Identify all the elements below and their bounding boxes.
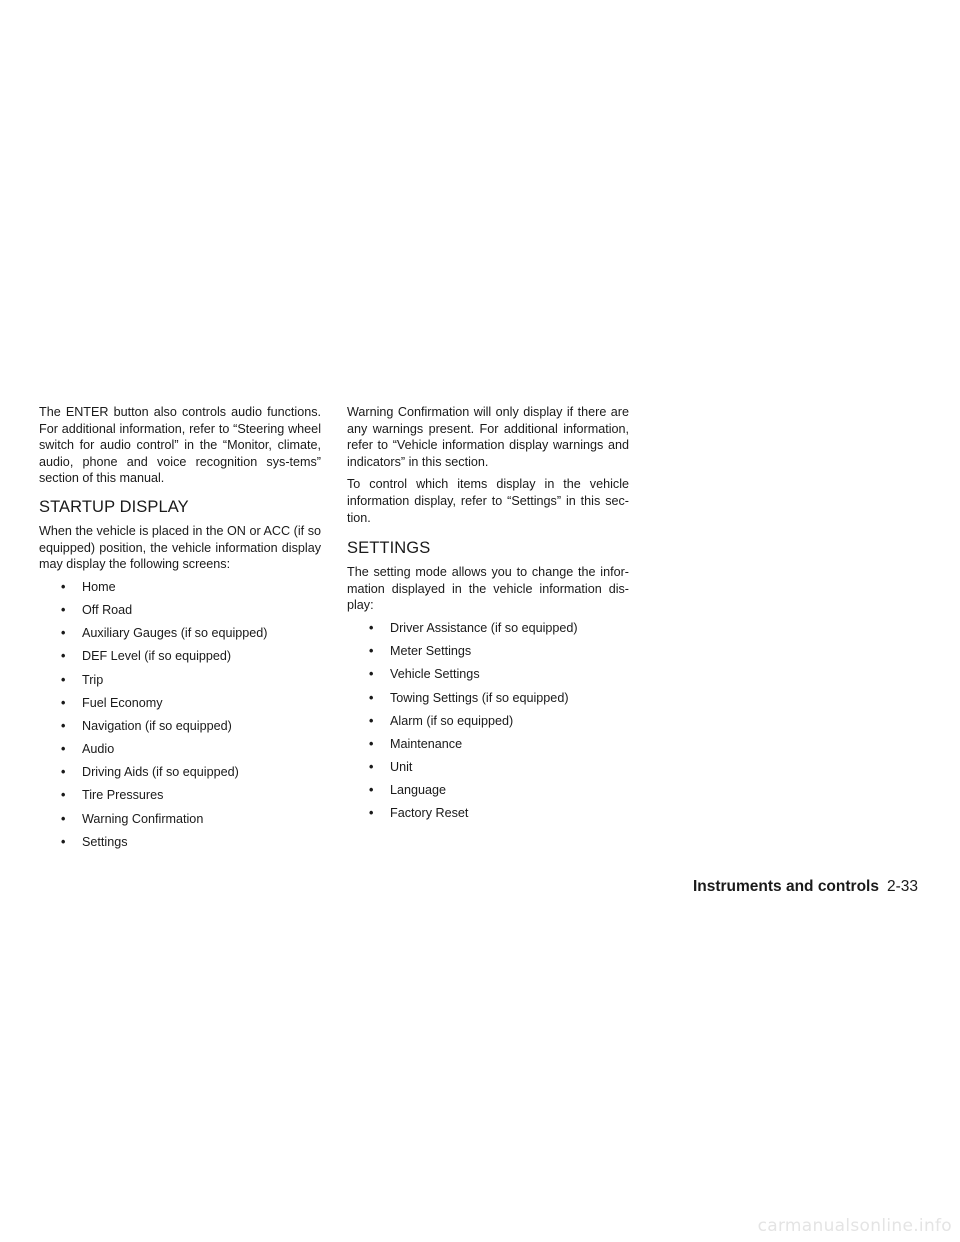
page-footer <box>0 877 918 897</box>
list-item: • Unit <box>369 760 413 775</box>
list-item: • Alarm (if so equipped) <box>369 713 514 728</box>
list-item: • Trip <box>61 672 104 687</box>
intro-paragraph: The ENTER button also controls audio functions. For additional information, refer to “Steering wheel switch for audio control” in the “Monitor, climate, audio, phone and voice recognition sys-tems” section of this manual. <box>39 405 321 486</box>
bullet-icon: • <box>61 718 66 733</box>
list-item: • Driver Assistance (if so equipped) <box>369 620 578 635</box>
bullet-icon: • <box>369 806 374 821</box>
startup-display-heading: STARTUP DISPLAY <box>39 497 189 516</box>
control-paragraph: To control which items display in the vehicle information display, refer to “Settings” in this sec-tion. <box>347 477 629 525</box>
list-item: • Navigation (if so equipped) <box>61 718 232 733</box>
bullet-icon: • <box>61 626 66 641</box>
page-number: 2-33 <box>886 878 918 895</box>
bullet-icon: • <box>61 765 66 780</box>
settings-list <box>347 620 629 829</box>
bullet-icon: • <box>369 667 374 682</box>
bullet-icon: • <box>61 788 66 803</box>
section-title: Instruments and controls <box>692 878 879 895</box>
list-item: • Towing Settings (if so equipped) <box>369 690 569 705</box>
bullet-icon: • <box>369 760 374 775</box>
left-column <box>39 404 321 857</box>
list-item: • Maintenance <box>369 736 463 751</box>
bullet-icon: • <box>369 620 374 635</box>
bullet-icon: • <box>369 690 374 705</box>
list-item: • Tire Pressures <box>61 788 164 803</box>
right-column <box>347 404 629 829</box>
bullet-icon: • <box>369 736 374 751</box>
bullet-icon: • <box>61 672 66 687</box>
list-item: • Language <box>369 783 447 798</box>
bullet-icon: • <box>369 783 374 798</box>
bullet-icon: • <box>369 713 374 728</box>
list-item: • Warning Confirmation <box>61 811 204 826</box>
watermark-text: carmanualsonline.info <box>757 1216 952 1236</box>
bullet-icon: • <box>61 579 66 594</box>
startup-screens-list <box>39 579 321 857</box>
warning-paragraph: Warning Confirmation will only display if there are any warnings present. For additional information, refer to “Vehicle information display warnings and indicators” in this section. <box>347 405 629 469</box>
bullet-icon: • <box>61 742 66 757</box>
list-item: • Driving Aids (if so equipped) <box>61 765 239 780</box>
list-item: • Factory Reset <box>369 806 469 821</box>
list-item: • Meter Settings <box>369 644 472 659</box>
bullet-icon: • <box>61 695 66 710</box>
bullet-icon: • <box>61 602 66 617</box>
bullet-icon: • <box>61 811 66 826</box>
settings-heading: SETTINGS <box>347 539 431 558</box>
watermark <box>0 1216 960 1236</box>
list-item: • DEF Level (if so equipped) <box>61 649 232 664</box>
list-item: • Fuel Economy <box>61 695 163 710</box>
list-item: • Off Road <box>61 602 133 617</box>
startup-paragraph: When the vehicle is placed in the ON or ACC (if so equipped) position, the vehicle information display may display the following screens: <box>39 523 321 572</box>
list-item: • Vehicle Settings <box>369 667 480 682</box>
settings-paragraph: The setting mode allows you to change the infor-mation displayed in the vehicle information dis-play: <box>347 565 629 613</box>
list-item: • Auxiliary Gauges (if so equipped) <box>61 626 268 641</box>
bullet-icon: • <box>369 644 374 659</box>
list-item: • Audio <box>61 742 115 757</box>
bullet-icon: • <box>61 834 66 849</box>
bullet-icon: • <box>61 649 66 664</box>
list-item: • Home <box>61 579 116 594</box>
list-item: • Settings <box>61 834 128 849</box>
